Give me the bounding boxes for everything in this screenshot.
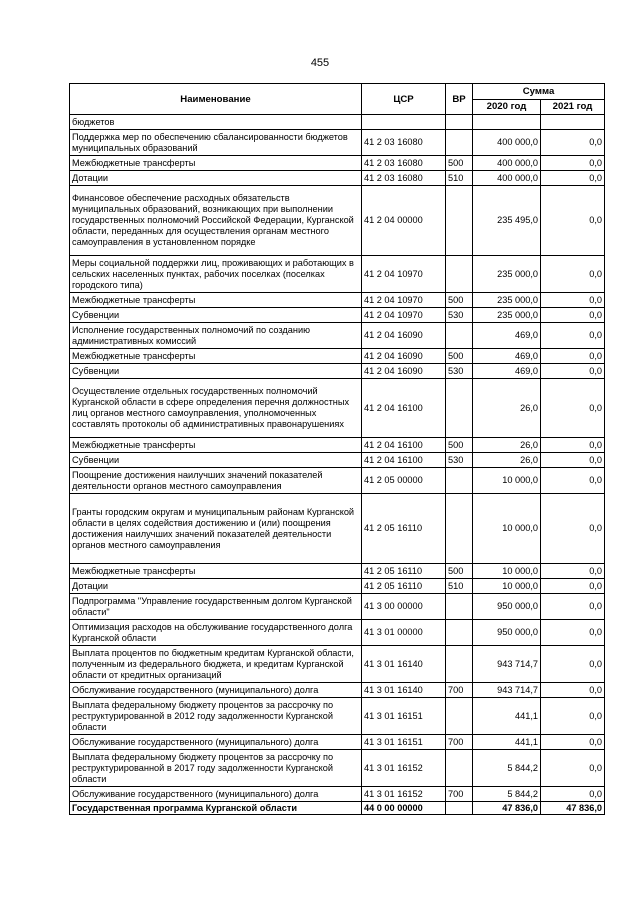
table-row bbox=[70, 468, 605, 494]
row-name-cell: Оптимизация расходов на обслуживание государственного долга Курганской области bbox=[70, 620, 362, 646]
row-name-cell: Субвенции bbox=[70, 453, 362, 468]
row-amount-2021-cell: 0,0 bbox=[541, 156, 605, 171]
row-vr-cell bbox=[446, 130, 473, 156]
row-name-cell: Поддержка мер по обеспечению сбалансированности бюджетов муниципальных образований bbox=[70, 130, 362, 156]
row-vr-cell: 500 bbox=[446, 438, 473, 453]
row-name-cell: Обслуживание государственного (муниципального) долга bbox=[70, 787, 362, 802]
row-name-cell: Межбюджетные трансферты bbox=[70, 349, 362, 364]
row-csr-cell: 41 2 04 00000 bbox=[362, 186, 446, 256]
header-row-top bbox=[70, 84, 605, 100]
row-name-cell: Выплата федеральному бюджету процентов за рассрочку по реструктурированной в 2017 году задолженности Курганской области bbox=[70, 750, 362, 787]
table-row bbox=[70, 130, 605, 156]
row-csr-cell: 41 2 04 16100 bbox=[362, 379, 446, 438]
row-csr-cell: 41 2 05 00000 bbox=[362, 468, 446, 494]
row-amount-2021-cell: 0,0 bbox=[541, 698, 605, 735]
table-row bbox=[70, 683, 605, 698]
table-row bbox=[70, 620, 605, 646]
row-amount-2020-cell: 469,0 bbox=[473, 364, 541, 379]
row-amount-2021-cell: 0,0 bbox=[541, 379, 605, 438]
row-amount-2020-cell: 950 000,0 bbox=[473, 620, 541, 646]
row-vr-cell bbox=[446, 115, 473, 130]
table-row bbox=[70, 349, 605, 364]
table-row bbox=[70, 115, 605, 130]
row-amount-2020-cell: 10 000,0 bbox=[473, 579, 541, 594]
total-amount-2020-cell: 47 836,0 bbox=[473, 802, 541, 815]
row-csr-cell: 41 2 04 16090 bbox=[362, 323, 446, 349]
row-csr-cell: 41 3 00 00000 bbox=[362, 594, 446, 620]
row-name-cell: Исполнение государственных полномочий по созданию административных комиссий bbox=[70, 323, 362, 349]
header-name: Наименование bbox=[70, 84, 362, 115]
total-row bbox=[70, 802, 605, 815]
row-csr-cell: 41 2 05 16110 bbox=[362, 579, 446, 594]
row-amount-2020-cell: 10 000,0 bbox=[473, 564, 541, 579]
row-vr-cell: 530 bbox=[446, 453, 473, 468]
row-vr-cell bbox=[446, 494, 473, 564]
row-vr-cell bbox=[446, 620, 473, 646]
header-year-2020: 2020 год bbox=[473, 99, 541, 115]
row-name-cell: Дотации bbox=[70, 579, 362, 594]
row-csr-cell: 41 2 03 16080 bbox=[362, 171, 446, 186]
row-vr-cell: 530 bbox=[446, 308, 473, 323]
row-csr-cell bbox=[362, 115, 446, 130]
row-csr-cell: 41 3 01 00000 bbox=[362, 620, 446, 646]
row-amount-2020-cell: 400 000,0 bbox=[473, 130, 541, 156]
row-name-cell: Меры социальной поддержки лиц, проживающих и работающих в сельских населенных пунктах, рабочих поселках (поселках городского типа) bbox=[70, 256, 362, 293]
row-name-cell: Обслуживание государственного (муниципального) долга bbox=[70, 735, 362, 750]
table-row bbox=[70, 494, 605, 564]
table-row bbox=[70, 698, 605, 735]
row-vr-cell bbox=[446, 256, 473, 293]
table-row bbox=[70, 594, 605, 620]
table-row bbox=[70, 323, 605, 349]
table-row bbox=[70, 171, 605, 186]
row-amount-2020-cell: 10 000,0 bbox=[473, 494, 541, 564]
row-vr-cell: 510 bbox=[446, 171, 473, 186]
row-vr-cell bbox=[446, 698, 473, 735]
row-csr-cell: 41 2 04 10970 bbox=[362, 293, 446, 308]
row-csr-cell: 41 2 04 10970 bbox=[362, 308, 446, 323]
row-csr-cell: 41 3 01 16140 bbox=[362, 646, 446, 683]
header-year-2021: 2021 год bbox=[541, 99, 605, 115]
row-name-cell: Выплата процентов по бюджетным кредитам Курганской области, полученным из федерального бюджета, и кредитам Курганской области от кредитных организаций bbox=[70, 646, 362, 683]
row-amount-2021-cell: 0,0 bbox=[541, 620, 605, 646]
row-amount-2021-cell: 0,0 bbox=[541, 293, 605, 308]
row-amount-2020-cell: 26,0 bbox=[473, 438, 541, 453]
row-amount-2021-cell bbox=[541, 115, 605, 130]
row-csr-cell: 41 2 05 16110 bbox=[362, 564, 446, 579]
table-row bbox=[70, 379, 605, 438]
row-amount-2021-cell: 0,0 bbox=[541, 594, 605, 620]
table-row bbox=[70, 156, 605, 171]
row-amount-2020-cell: 943 714,7 bbox=[473, 646, 541, 683]
row-amount-2021-cell: 0,0 bbox=[541, 468, 605, 494]
row-name-cell: бюджетов bbox=[70, 115, 362, 130]
row-amount-2021-cell: 0,0 bbox=[541, 256, 605, 293]
table-row bbox=[70, 750, 605, 787]
row-name-cell: Дотации bbox=[70, 171, 362, 186]
row-csr-cell: 41 3 01 16152 bbox=[362, 787, 446, 802]
row-amount-2020-cell: 235 000,0 bbox=[473, 293, 541, 308]
row-amount-2020-cell: 5 844,2 bbox=[473, 787, 541, 802]
row-amount-2021-cell: 0,0 bbox=[541, 349, 605, 364]
table-row bbox=[70, 787, 605, 802]
row-amount-2020-cell: 950 000,0 bbox=[473, 594, 541, 620]
table-body bbox=[70, 115, 605, 815]
row-csr-cell: 41 2 04 16100 bbox=[362, 438, 446, 453]
row-name-cell: Поощрение достижения наилучших значений показателей деятельности органов местного самоуправления bbox=[70, 468, 362, 494]
row-amount-2021-cell: 0,0 bbox=[541, 130, 605, 156]
row-csr-cell: 41 2 05 16110 bbox=[362, 494, 446, 564]
row-name-cell: Субвенции bbox=[70, 364, 362, 379]
row-name-cell: Осуществление отдельных государственных полномочий Курганской области в сфере определения перечня должностных лиц органов местного самоуправления, уполномоченных составлять протоколы об административных правонарушениях bbox=[70, 379, 362, 438]
table-row bbox=[70, 579, 605, 594]
row-vr-cell: 700 bbox=[446, 683, 473, 698]
row-amount-2021-cell: 0,0 bbox=[541, 453, 605, 468]
row-amount-2020-cell: 235 000,0 bbox=[473, 256, 541, 293]
row-amount-2021-cell: 0,0 bbox=[541, 646, 605, 683]
row-vr-cell bbox=[446, 468, 473, 494]
row-amount-2021-cell: 0,0 bbox=[541, 787, 605, 802]
row-amount-2021-cell: 0,0 bbox=[541, 438, 605, 453]
table-row bbox=[70, 564, 605, 579]
row-amount-2020-cell: 26,0 bbox=[473, 453, 541, 468]
budget-table bbox=[69, 83, 605, 815]
table-row bbox=[70, 293, 605, 308]
row-csr-cell: 41 2 04 16100 bbox=[362, 453, 446, 468]
row-name-cell: Гранты городским округам и муниципальным районам Курганской области в целях содействия достижению и (или) поощрения достижения наилучших значений показателей деятельности органов местного самоуправления bbox=[70, 494, 362, 564]
row-vr-cell bbox=[446, 323, 473, 349]
header-csr: ЦСР bbox=[362, 84, 446, 115]
header-sum: Сумма bbox=[473, 84, 605, 100]
row-amount-2020-cell: 400 000,0 bbox=[473, 171, 541, 186]
total-csr-cell: 44 0 00 00000 bbox=[362, 802, 446, 815]
table-row bbox=[70, 256, 605, 293]
row-name-cell: Межбюджетные трансферты bbox=[70, 293, 362, 308]
row-csr-cell: 41 2 04 16090 bbox=[362, 349, 446, 364]
total-vr-cell bbox=[446, 802, 473, 815]
row-amount-2021-cell: 0,0 bbox=[541, 171, 605, 186]
row-name-cell: Финансовое обеспечение расходных обязательств муниципальных образований, возникающих при выполнении государственных полномочий Российской Федерации, Курганской области, переданных для осуществления органам местного самоуправления в установленном порядке bbox=[70, 186, 362, 256]
row-csr-cell: 41 3 01 16140 bbox=[362, 683, 446, 698]
table-row bbox=[70, 735, 605, 750]
row-amount-2020-cell: 5 844,2 bbox=[473, 750, 541, 787]
row-amount-2021-cell: 0,0 bbox=[541, 564, 605, 579]
row-amount-2021-cell: 0,0 bbox=[541, 579, 605, 594]
row-vr-cell: 500 bbox=[446, 293, 473, 308]
row-vr-cell: 510 bbox=[446, 579, 473, 594]
row-csr-cell: 41 3 01 16151 bbox=[362, 735, 446, 750]
row-name-cell: Подпрограмма "Управление государственным долгом Курганской области" bbox=[70, 594, 362, 620]
row-amount-2020-cell: 10 000,0 bbox=[473, 468, 541, 494]
header-vr: ВР bbox=[446, 84, 473, 115]
row-vr-cell: 500 bbox=[446, 349, 473, 364]
row-amount-2020-cell: 400 000,0 bbox=[473, 156, 541, 171]
row-csr-cell: 41 3 01 16152 bbox=[362, 750, 446, 787]
table-row bbox=[70, 308, 605, 323]
row-vr-cell: 530 bbox=[446, 364, 473, 379]
page-number: 455 bbox=[310, 57, 330, 69]
table-row bbox=[70, 646, 605, 683]
table-row bbox=[70, 453, 605, 468]
row-amount-2020-cell bbox=[473, 115, 541, 130]
row-vr-cell bbox=[446, 646, 473, 683]
row-vr-cell: 500 bbox=[446, 564, 473, 579]
total-name-cell: Государственная программа Курганской области bbox=[70, 802, 362, 815]
total-amount-2021-cell: 47 836,0 bbox=[541, 802, 605, 815]
row-amount-2021-cell: 0,0 bbox=[541, 683, 605, 698]
row-vr-cell: 500 bbox=[446, 156, 473, 171]
table-row bbox=[70, 438, 605, 453]
row-amount-2021-cell: 0,0 bbox=[541, 750, 605, 787]
row-amount-2020-cell: 469,0 bbox=[473, 349, 541, 364]
table-row bbox=[70, 186, 605, 256]
row-csr-cell: 41 2 04 16090 bbox=[362, 364, 446, 379]
row-vr-cell bbox=[446, 379, 473, 438]
row-amount-2021-cell: 0,0 bbox=[541, 308, 605, 323]
row-name-cell: Обслуживание государственного (муниципального) долга bbox=[70, 683, 362, 698]
row-amount-2020-cell: 441,1 bbox=[473, 698, 541, 735]
row-name-cell: Межбюджетные трансферты bbox=[70, 156, 362, 171]
row-amount-2020-cell: 441,1 bbox=[473, 735, 541, 750]
row-amount-2021-cell: 0,0 bbox=[541, 494, 605, 564]
row-vr-cell: 700 bbox=[446, 787, 473, 802]
row-name-cell: Субвенции bbox=[70, 308, 362, 323]
row-amount-2020-cell: 235 000,0 bbox=[473, 308, 541, 323]
row-amount-2020-cell: 943 714,7 bbox=[473, 683, 541, 698]
row-vr-cell bbox=[446, 186, 473, 256]
table-row bbox=[70, 364, 605, 379]
row-name-cell: Межбюджетные трансферты bbox=[70, 564, 362, 579]
row-amount-2021-cell: 0,0 bbox=[541, 186, 605, 256]
row-csr-cell: 41 2 04 10970 bbox=[362, 256, 446, 293]
row-amount-2020-cell: 235 495,0 bbox=[473, 186, 541, 256]
row-name-cell: Выплата федеральному бюджету процентов за рассрочку по реструктурированной в 2012 году задолженности Курганской области bbox=[70, 698, 362, 735]
row-amount-2021-cell: 0,0 bbox=[541, 364, 605, 379]
row-vr-cell bbox=[446, 750, 473, 787]
row-amount-2021-cell: 0,0 bbox=[541, 735, 605, 750]
row-name-cell: Межбюджетные трансферты bbox=[70, 438, 362, 453]
row-vr-cell: 700 bbox=[446, 735, 473, 750]
row-csr-cell: 41 2 03 16080 bbox=[362, 130, 446, 156]
row-amount-2021-cell: 0,0 bbox=[541, 323, 605, 349]
row-csr-cell: 41 2 03 16080 bbox=[362, 156, 446, 171]
row-vr-cell bbox=[446, 594, 473, 620]
row-csr-cell: 41 3 01 16151 bbox=[362, 698, 446, 735]
row-amount-2020-cell: 26,0 bbox=[473, 379, 541, 438]
row-amount-2020-cell: 469,0 bbox=[473, 323, 541, 349]
